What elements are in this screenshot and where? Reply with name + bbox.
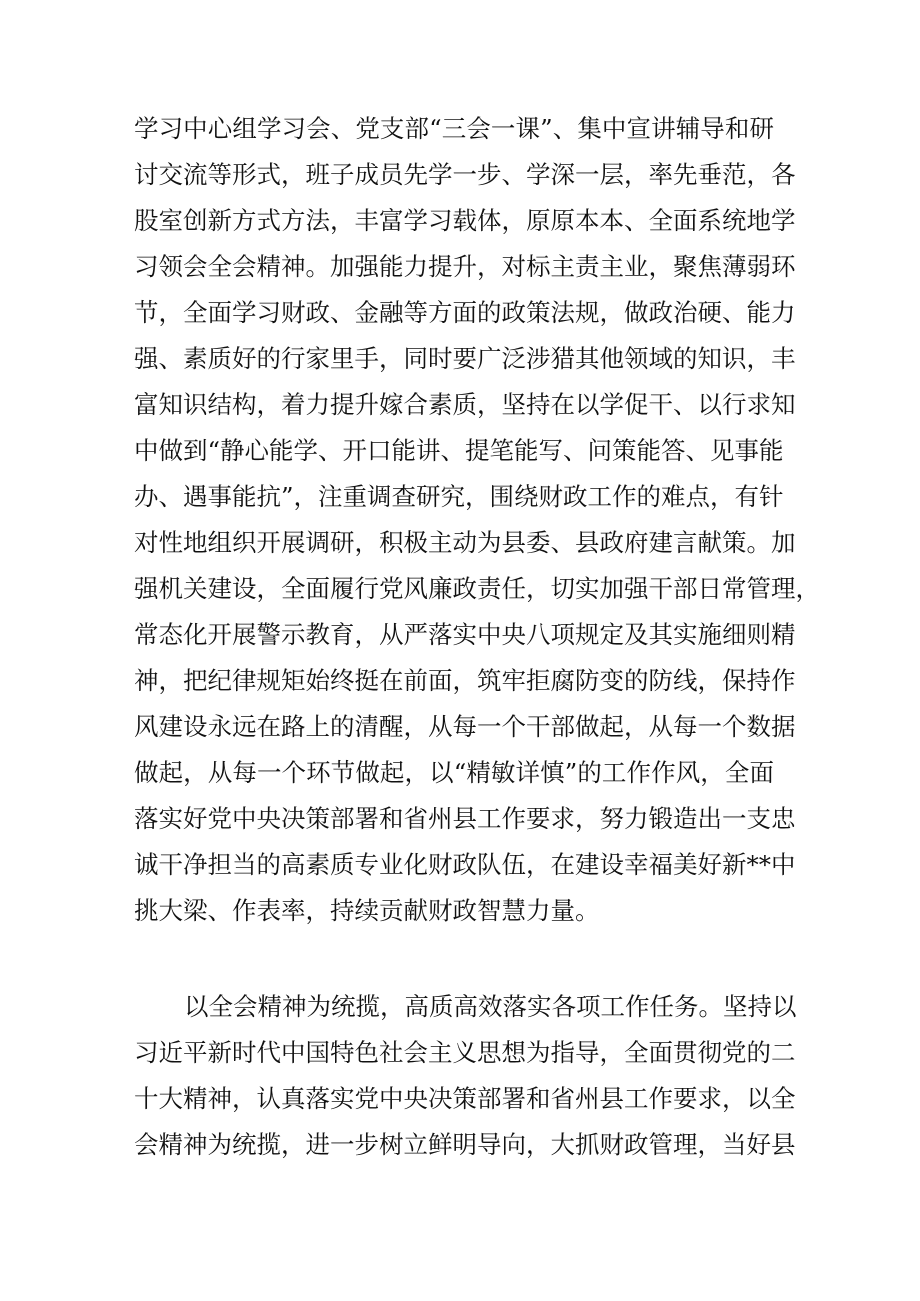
text-line: 中做到“静心能学、开口能讲、提笔能写、问策能答、见事能	[134, 436, 784, 465]
text-line: 挑大梁、作表率，持续贡献财政智慧力量。	[134, 896, 600, 925]
text-line: 十大精神，认真落实党中央决策部署和省州县工作要求，以全	[134, 1084, 796, 1113]
text-line: 常态化开展警示教育，从严落实中央八项规定及其实施细则精	[134, 620, 796, 649]
text-line: 会精神为统揽，进一步树立鲜明导向，大抓财政管理，当好县	[134, 1130, 796, 1159]
text-line: 习领会全会精神。加强能力提升，对标主责主业，聚焦薄弱环	[134, 252, 796, 281]
text-line: 对性地组织开展调研，积极主动为县委、县政府建言献策。加	[134, 528, 796, 557]
text-line: 强机关建设，全面履行党风廉政责任，切实加强干部日常管理，	[134, 574, 820, 603]
text-line: 诚干净担当的高素质专业化财政队伍，在建设幸福美好新**中	[134, 850, 796, 879]
text-line: 办、遇事能抗”，注重调查研究，围绕财政工作的难点，有针	[134, 482, 784, 511]
text-line: 学习中心组学习会、党支部“三会一课”、集中宣讲辅导和研	[134, 114, 774, 143]
text-line: 习近平新时代中国特色社会主义思想为指导，全面贯彻党的二	[134, 1038, 796, 1067]
text-line: 风建设永远在路上的清醒，从每一个干部做起，从每一个数据	[134, 712, 796, 741]
text-line: 节，全面学习财政、金融等方面的政策法规，做政治硬、能力	[134, 298, 796, 327]
paragraph-2	[134, 984, 797, 1168]
text-line: 股室创新方式方法，丰富学习载体，原原本本、全面系统地学	[134, 206, 796, 235]
text-line: 做起，从每一个环节做起，以“精敏详慎”的工作作风，全面	[134, 758, 774, 787]
text-line: 富知识结构，着力提升嫁合素质，坚持在以学促干、以行求知	[134, 390, 796, 419]
text-line: 强、素质好的行家里手，同时要广泛涉猎其他领域的知识，丰	[134, 344, 796, 373]
text-line: 神，把纪律规矩始终挺在前面，筑牢拒腐防变的防线，保持作	[134, 666, 796, 695]
text-line: 落实好党中央决策部署和省州县工作要求，努力锻造出一支忠	[134, 804, 796, 833]
text-line: 讨交流等形式，班子成员先学一步、学深一层，率先垂范，各	[134, 160, 796, 189]
paragraph-1	[134, 106, 820, 934]
text-line: 以全会精神为统揽，高质高效落实各项工作任务。坚持以	[184, 992, 797, 1021]
